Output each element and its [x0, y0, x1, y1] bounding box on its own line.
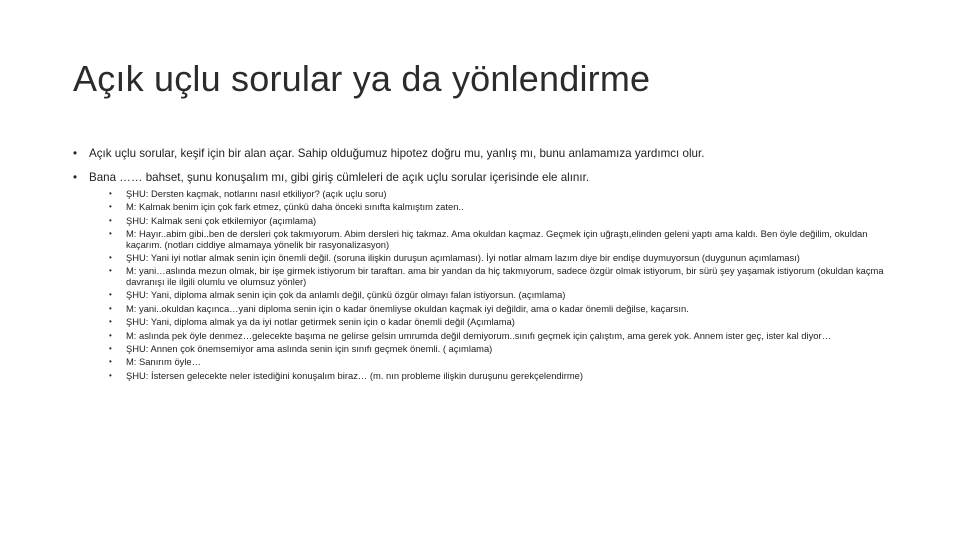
bullet-item [73, 170, 913, 185]
dialogue-item [109, 331, 896, 342]
bullet-marker: • [109, 253, 112, 263]
dialogue-item [109, 229, 896, 250]
bullet-marker: • [109, 343, 112, 353]
dialogue-text: ŞHU: Kalmak seni çok etkilemiyor (açımlama) [126, 214, 317, 226]
dialogue-text: M: Sanırım öyle… [126, 356, 202, 368]
slide-content [73, 146, 913, 384]
bullet-marker: • [109, 330, 112, 340]
bullet-marker: • [109, 215, 112, 225]
dialogue-item [109, 357, 896, 368]
bullet-marker: • [109, 189, 112, 198]
dialogue-text: ŞHU: Yani, diploma almak senin için çok da anlamlı değil, çünkü özgür olmayı falan istiyorsun. (açımlama) [126, 289, 566, 301]
dialogue-text: M: yani…aslında mezun olmak, bir işe girmek istiyorum bir taraftan. ama bir yandan da hiç takmıyorum, sadece özgür olmak istiyorum, bir sürü şey yaşamak istiyorum (okuldan kaçma davranışı ile ilgili olumlu ve olumsuz yönler) [126, 265, 884, 287]
bullet-marker: • [109, 266, 112, 276]
bullet-text: Bana …… bahset, şunu konuşalım mı, gibi giriş cümleleri de açık uçlu sorular içerisinde ele alınır. [89, 171, 590, 184]
dialogue-item [109, 202, 896, 213]
dialogue-item [109, 216, 896, 227]
dialogue-text: ŞHU: Dersten kaçmak, notlarını nasıl etkiliyor? (açık uçlu soru) [126, 188, 387, 199]
bullet-marker: • [109, 290, 112, 300]
bullet-item [73, 146, 913, 161]
dialogue-text: M: Hayır..abim gibi..ben de dersleri çok takmıyorum. Abim dersleri hiç takmaz. Ama okuldan kaçmaz. Geçmek için uğraştı,elinden geleni yaptı ama kaldı. Ben öyle değilim, okuldan kaçarım. (notları ciddiye almamaya yönelik bir rasyonalizasyon) [126, 228, 868, 250]
bullet-marker: • [109, 229, 112, 239]
dialogue-item [109, 290, 896, 301]
dialogue-item [109, 189, 896, 200]
bullet-marker: • [109, 317, 112, 327]
bullet-text: Açık uçlu sorular, keşif için bir alan açar. Sahip olduğumuz hipotez doğru mu, yanlış mı, bunu anlamamıza yardımcı olur. [89, 147, 705, 160]
dialogue-text: M: aslında pek öyle denmez…gelecekte başıma ne gelirse gelsin umrumda değil demiyorum..sınıfı geçmek için çalıştım, ama gerek yok. Annem ister geç, ister kal diyor… [126, 329, 831, 341]
bullet-marker: • [109, 303, 112, 313]
dialogue-text: ŞHU: Annen çok önemsemiyor ama aslında senin için sınıfı geçmek önemli. ( açımlama) [126, 342, 493, 354]
dialogue-text: ŞHU: İstersen gelecekte neler istediğini konuşalım biraz… (m. nın probleme ilişkin duruşunu gerekçelendirme) [126, 369, 583, 381]
dialogue-text: M: Kalmak benim için çok fark etmez, çünkü daha önceki sınıfta kalmıştım zaten.. [126, 201, 464, 213]
dialogue-text: ŞHU: Yani iyi notlar almak senin için önemli değil. (soruna ilişkin duruşun açımlaması). İyi notlar almam lazım diye bir endişe duymuyorsun (duygunun açımlaması) [126, 252, 800, 264]
bullet-marker: • [109, 357, 112, 367]
bullet-marker: • [109, 202, 112, 212]
dialogue-item [109, 304, 896, 315]
dialogue-item [109, 371, 896, 382]
dialogue-text: ŞHU: Yani, diploma almak ya da iyi notlar getirmek senin için o kadar önemli değil (Açımlama) [126, 316, 515, 328]
dialogue-item [109, 253, 896, 264]
dialogue-text: M: yani..okuldan kaçınca…yani diploma senin için o kadar önemliyse okuldan kaçmak iyi değildir, ama o kadar önemli değilse, kaçarsın. [126, 302, 689, 314]
bullet-marker: • [73, 147, 78, 160]
dialogue-item [109, 317, 896, 328]
bullet-marker: • [109, 370, 112, 380]
dialogue-list [109, 189, 913, 381]
bullet-marker: • [73, 171, 78, 184]
slide-title: Açık uçlu sorular ya da yönlendirme [73, 58, 651, 99]
dialogue-item [109, 344, 896, 355]
dialogue-item [109, 266, 896, 287]
